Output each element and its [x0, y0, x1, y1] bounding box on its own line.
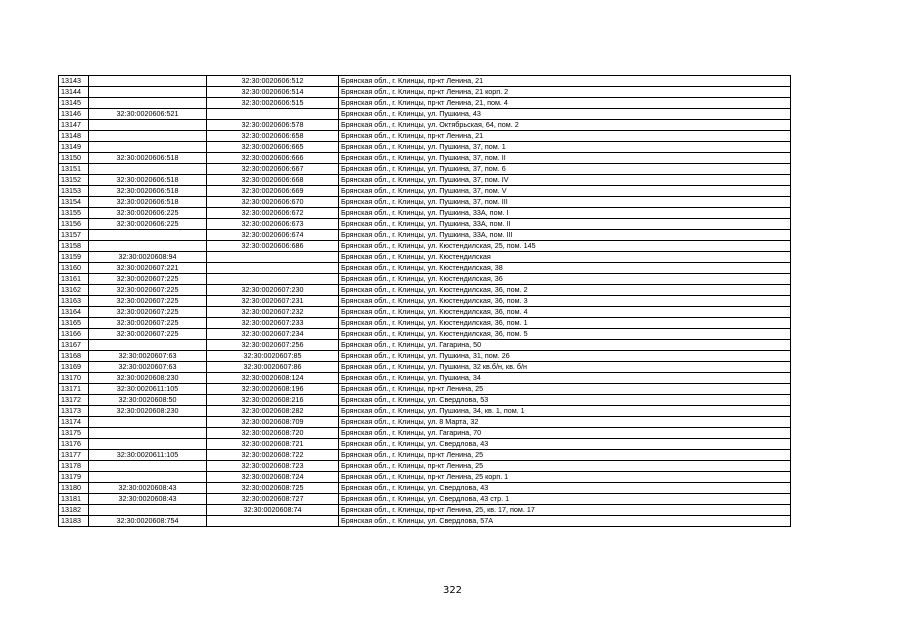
cadastral-quarter-cell: [89, 472, 207, 483]
cadastral-quarter-cell: [89, 164, 207, 175]
cadastral-number-cell: [207, 274, 339, 285]
table-row: [59, 252, 791, 263]
address-cell: Брянская обл., г. Клинцы, ул. Кюстендилская, 36, пом. 3: [339, 296, 791, 307]
cadastral-number-cell: 32:30:0020606:667: [207, 164, 339, 175]
cadastral-quarter-cell: [89, 461, 207, 472]
table-row: [59, 417, 791, 428]
row-number-cell: 13148: [59, 131, 89, 142]
table-row: [59, 274, 791, 285]
table-row: [59, 241, 791, 252]
cadastral-number-cell: [207, 516, 339, 527]
table-row: [59, 428, 791, 439]
row-number-cell: 13179: [59, 472, 89, 483]
address-cell: Брянская обл., г. Клинцы, ул. Пушкина, 31, пом. 26: [339, 351, 791, 362]
cadastral-quarter-cell: 32:30:0020607:225: [89, 285, 207, 296]
table-row: [59, 373, 791, 384]
row-number-cell: 13163: [59, 296, 89, 307]
cadastral-quarter-cell: 32:30:0020606:518: [89, 197, 207, 208]
cadastral-number-cell: [207, 109, 339, 120]
cadastral-number-cell: 32:30:0020606:515: [207, 98, 339, 109]
cadastral-quarter-cell: 32:30:0020606:518: [89, 153, 207, 164]
cadastral-number-cell: 32:30:0020606:666: [207, 153, 339, 164]
table-row: [59, 384, 791, 395]
row-number-cell: 13143: [59, 76, 89, 87]
cadastral-quarter-cell: 32:30:0020608:754: [89, 516, 207, 527]
row-number-cell: 13175: [59, 428, 89, 439]
row-number-cell: 13164: [59, 307, 89, 318]
cadastral-number-cell: 32:30:0020608:74: [207, 505, 339, 516]
cadastral-number-cell: 32:30:0020606:672: [207, 208, 339, 219]
address-cell: Брянская обл., г. Клинцы, ул. Кюстендилская, 36, пом. 5: [339, 329, 791, 340]
cadastral-number-cell: 32:30:0020608:722: [207, 450, 339, 461]
cadastral-number-cell: 32:30:0020606:670: [207, 197, 339, 208]
address-cell: Брянская обл., г. Клинцы, ул. Пушкина, 37, пом. II: [339, 153, 791, 164]
cadastral-quarter-cell: 32:30:0020607:221: [89, 263, 207, 274]
cadastral-number-cell: 32:30:0020608:724: [207, 472, 339, 483]
table-row: [59, 175, 791, 186]
cadastral-quarter-cell: 32:30:0020607:63: [89, 351, 207, 362]
address-cell: Брянская обл., г. Клинцы, ул. Пушкина, 37, пом. III: [339, 197, 791, 208]
cadastral-number-cell: 32:30:0020606:686: [207, 241, 339, 252]
address-cell: Брянская обл., г. Клинцы, ул. Кюстендилская, 36: [339, 274, 791, 285]
cadastral-number-cell: 32:30:0020607:230: [207, 285, 339, 296]
cadastral-quarter-cell: 32:30:0020607:225: [89, 307, 207, 318]
table-row: [59, 164, 791, 175]
table-row: [59, 439, 791, 450]
table-row: [59, 406, 791, 417]
row-number-cell: 13146: [59, 109, 89, 120]
cadastral-number-cell: 32:30:0020607:234: [207, 329, 339, 340]
row-number-cell: 13147: [59, 120, 89, 131]
cadastral-number-cell: 32:30:0020606:674: [207, 230, 339, 241]
row-number-cell: 13181: [59, 494, 89, 505]
address-cell: Брянская обл., г. Клинцы, ул. Пушкина, 37, пом. V: [339, 186, 791, 197]
address-cell: Брянская обл., г. Клинцы, пр-кт Ленина, 21: [339, 131, 791, 142]
row-number-cell: 13180: [59, 483, 89, 494]
table-row: [59, 186, 791, 197]
row-number-cell: 13153: [59, 186, 89, 197]
table-row: [59, 87, 791, 98]
table-row: [59, 483, 791, 494]
cadastral-quarter-cell: 32:30:0020608:50: [89, 395, 207, 406]
cadastral-quarter-cell: 32:30:0020606:521: [89, 109, 207, 120]
address-cell: Брянская обл., г. Клинцы, ул. Пушкина, 34: [339, 373, 791, 384]
cadastral-quarter-cell: 32:30:0020607:63: [89, 362, 207, 373]
cadastral-number-cell: 32:30:0020607:256: [207, 340, 339, 351]
cadastral-quarter-cell: 32:30:0020611:105: [89, 450, 207, 461]
row-number-cell: 13170: [59, 373, 89, 384]
table-row: [59, 494, 791, 505]
cadastral-number-cell: 32:30:0020608:709: [207, 417, 339, 428]
address-cell: Брянская обл., г. Клинцы, ул. Гагарина, 50: [339, 340, 791, 351]
cadastral-number-cell: 32:30:0020607:231: [207, 296, 339, 307]
address-cell: Брянская обл., г. Клинцы, пр-кт Ленина, 21: [339, 76, 791, 87]
cadastral-quarter-cell: 32:30:0020608:230: [89, 406, 207, 417]
cadastral-quarter-cell: [89, 230, 207, 241]
row-number-cell: 13158: [59, 241, 89, 252]
table-row: [59, 318, 791, 329]
address-cell: Брянская обл., г. Клинцы, пр-кт Ленина, 25: [339, 461, 791, 472]
address-cell: Брянская обл., г. Клинцы, ул. Пушкина, 34, кв. 1, пом. 1: [339, 406, 791, 417]
address-cell: Брянская обл., г. Клинцы, пр-кт Ленина, 21 корп. 2: [339, 87, 791, 98]
table-row: [59, 461, 791, 472]
address-cell: Брянская обл., г. Клинцы, пр-кт Ленина, 25: [339, 384, 791, 395]
address-cell: Брянская обл., г. Клинцы, ул. Свердлова, 53: [339, 395, 791, 406]
table-row: [59, 505, 791, 516]
address-cell: Брянская обл., г. Клинцы, ул. Пушкина, 33А, пом. III: [339, 230, 791, 241]
cadastral-quarter-cell: 32:30:0020611:105: [89, 384, 207, 395]
registry-table-body: [59, 76, 791, 527]
row-number-cell: 13178: [59, 461, 89, 472]
row-number-cell: 13149: [59, 142, 89, 153]
cadastral-number-cell: 32:30:0020607:232: [207, 307, 339, 318]
cadastral-quarter-cell: 32:30:0020608:43: [89, 494, 207, 505]
cadastral-number-cell: 32:30:0020607:86: [207, 362, 339, 373]
table-row: [59, 296, 791, 307]
table-row: [59, 329, 791, 340]
cadastral-quarter-cell: [89, 76, 207, 87]
row-number-cell: 13167: [59, 340, 89, 351]
table-row: [59, 98, 791, 109]
table-row: [59, 516, 791, 527]
address-cell: Брянская обл., г. Клинцы, пр-кт Ленина, 25: [339, 450, 791, 461]
address-cell: Брянская обл., г. Клинцы, ул. Кюстендилская, 36, пом. 1: [339, 318, 791, 329]
cadastral-quarter-cell: [89, 87, 207, 98]
address-cell: Брянская обл., г. Клинцы, ул. Пушкина, 37, пом. 1: [339, 142, 791, 153]
cadastral-quarter-cell: 32:30:0020606:518: [89, 175, 207, 186]
row-number-cell: 13173: [59, 406, 89, 417]
row-number-cell: 13165: [59, 318, 89, 329]
cadastral-number-cell: 32:30:0020606:669: [207, 186, 339, 197]
address-cell: Брянская обл., г. Клинцы, ул. Пушкина, 37, пом. 6: [339, 164, 791, 175]
address-cell: Брянская обл., г. Клинцы, ул. Кюстендилская, 25, пом. 145: [339, 241, 791, 252]
cadastral-number-cell: 32:30:0020608:124: [207, 373, 339, 384]
table-row: [59, 76, 791, 87]
address-cell: Брянская обл., г. Клинцы, ул. Свердлова, 43: [339, 439, 791, 450]
row-number-cell: 13183: [59, 516, 89, 527]
cadastral-number-cell: [207, 263, 339, 274]
cadastral-number-cell: 32:30:0020607:233: [207, 318, 339, 329]
cadastral-quarter-cell: [89, 505, 207, 516]
table-row: [59, 142, 791, 153]
row-number-cell: 13169: [59, 362, 89, 373]
table-row: [59, 362, 791, 373]
cadastral-quarter-cell: 32:30:0020606:225: [89, 219, 207, 230]
row-number-cell: 13157: [59, 230, 89, 241]
row-number-cell: 13159: [59, 252, 89, 263]
cadastral-number-cell: 32:30:0020608:282: [207, 406, 339, 417]
cadastral-number-cell: [207, 252, 339, 263]
row-number-cell: 13161: [59, 274, 89, 285]
row-number-cell: 13171: [59, 384, 89, 395]
address-cell: Брянская обл., г. Клинцы, пр-кт Ленина, 25, кв. 17, пом. 17: [339, 505, 791, 516]
address-cell: Брянская обл., г. Клинцы, ул. Пушкина, 33А, пом. I: [339, 208, 791, 219]
cadastral-quarter-cell: [89, 98, 207, 109]
cadastral-number-cell: 32:30:0020608:723: [207, 461, 339, 472]
table-row: [59, 153, 791, 164]
address-cell: Брянская обл., г. Клинцы, ул. 8 Марта, 32: [339, 417, 791, 428]
table-row: [59, 208, 791, 219]
property-registry-table: [58, 75, 791, 527]
table-row: [59, 340, 791, 351]
cadastral-number-cell: 32:30:0020608:720: [207, 428, 339, 439]
table-row: [59, 351, 791, 362]
cadastral-quarter-cell: [89, 439, 207, 450]
address-cell: Брянская обл., г. Клинцы, ул. Пушкина, 32 кв.б/н, кв. б/н: [339, 362, 791, 373]
row-number-cell: 13145: [59, 98, 89, 109]
address-cell: Брянская обл., г. Клинцы, пр-кт Ленина, 25 корп. 1: [339, 472, 791, 483]
cadastral-quarter-cell: [89, 417, 207, 428]
table-row: [59, 263, 791, 274]
row-number-cell: 13182: [59, 505, 89, 516]
cadastral-quarter-cell: [89, 120, 207, 131]
row-number-cell: 13151: [59, 164, 89, 175]
cadastral-number-cell: 32:30:0020606:673: [207, 219, 339, 230]
table-row: [59, 109, 791, 120]
address-cell: Брянская обл., г. Клинцы, ул. Гагарина, 70: [339, 428, 791, 439]
cadastral-number-cell: 32:30:0020608:727: [207, 494, 339, 505]
row-number-cell: 13155: [59, 208, 89, 219]
table-row: [59, 230, 791, 241]
table-row: [59, 450, 791, 461]
address-cell: Брянская обл., г. Клинцы, ул. Октябрьская, 64, пом. 2: [339, 120, 791, 131]
cadastral-number-cell: 32:30:0020607:85: [207, 351, 339, 362]
cadastral-quarter-cell: 32:30:0020608:94: [89, 252, 207, 263]
row-number-cell: 13150: [59, 153, 89, 164]
row-number-cell: 13166: [59, 329, 89, 340]
address-cell: Брянская обл., г. Клинцы, ул. Пушкина, 33А, пом. II: [339, 219, 791, 230]
cadastral-number-cell: 32:30:0020608:721: [207, 439, 339, 450]
address-cell: Брянская обл., г. Клинцы, ул. Свердлова, 57А: [339, 516, 791, 527]
cadastral-quarter-cell: [89, 340, 207, 351]
address-cell: Брянская обл., г. Клинцы, ул. Пушкина, 43: [339, 109, 791, 120]
row-number-cell: 13144: [59, 87, 89, 98]
address-cell: Брянская обл., г. Клинцы, ул. Пушкина, 37, пом. IV: [339, 175, 791, 186]
cadastral-number-cell: 32:30:0020606:512: [207, 76, 339, 87]
cadastral-number-cell: 32:30:0020608:196: [207, 384, 339, 395]
row-number-cell: 13172: [59, 395, 89, 406]
cadastral-quarter-cell: 32:30:0020607:225: [89, 318, 207, 329]
address-cell: Брянская обл., г. Клинцы, пр-кт Ленина, 21, пом. 4: [339, 98, 791, 109]
table-row: [59, 307, 791, 318]
cadastral-quarter-cell: [89, 142, 207, 153]
cadastral-number-cell: 32:30:0020606:658: [207, 131, 339, 142]
row-number-cell: 13168: [59, 351, 89, 362]
cadastral-quarter-cell: 32:30:0020606:518: [89, 186, 207, 197]
cadastral-number-cell: 32:30:0020608:725: [207, 483, 339, 494]
table-row: [59, 285, 791, 296]
row-number-cell: 13177: [59, 450, 89, 461]
cadastral-quarter-cell: [89, 241, 207, 252]
row-number-cell: 13152: [59, 175, 89, 186]
address-cell: Брянская обл., г. Клинцы, ул. Свердлова, 43 стр. 1: [339, 494, 791, 505]
cadastral-number-cell: 32:30:0020608:216: [207, 395, 339, 406]
row-number-cell: 13176: [59, 439, 89, 450]
cadastral-quarter-cell: [89, 131, 207, 142]
table-row: [59, 131, 791, 142]
row-number-cell: 13156: [59, 219, 89, 230]
cadastral-quarter-cell: 32:30:0020607:225: [89, 296, 207, 307]
row-number-cell: 13162: [59, 285, 89, 296]
cadastral-number-cell: 32:30:0020606:665: [207, 142, 339, 153]
cadastral-quarter-cell: 32:30:0020608:230: [89, 373, 207, 384]
address-cell: Брянская обл., г. Клинцы, ул. Кюстендилская, 38: [339, 263, 791, 274]
row-number-cell: 13160: [59, 263, 89, 274]
cadastral-number-cell: 32:30:0020606:578: [207, 120, 339, 131]
address-cell: Брянская обл., г. Клинцы, ул. Кюстендилская, 36, пом. 2: [339, 285, 791, 296]
table-row: [59, 219, 791, 230]
page-number: 322: [442, 585, 463, 596]
cadastral-quarter-cell: 32:30:0020606:225: [89, 208, 207, 219]
address-cell: Брянская обл., г. Клинцы, ул. Свердлова, 43: [339, 483, 791, 494]
cadastral-quarter-cell: 32:30:0020607:225: [89, 274, 207, 285]
cadastral-number-cell: 32:30:0020606:668: [207, 175, 339, 186]
table-row: [59, 472, 791, 483]
row-number-cell: 13154: [59, 197, 89, 208]
table-row: [59, 120, 791, 131]
cadastral-quarter-cell: [89, 428, 207, 439]
address-cell: Брянская обл., г. Клинцы, ул. Кюстендилская: [339, 252, 791, 263]
cadastral-quarter-cell: 32:30:0020608:43: [89, 483, 207, 494]
address-cell: Брянская обл., г. Клинцы, ул. Кюстендилская, 36, пом. 4: [339, 307, 791, 318]
cadastral-quarter-cell: 32:30:0020607:225: [89, 329, 207, 340]
table-row: [59, 197, 791, 208]
table-row: [59, 395, 791, 406]
cadastral-number-cell: 32:30:0020606:514: [207, 87, 339, 98]
row-number-cell: 13174: [59, 417, 89, 428]
